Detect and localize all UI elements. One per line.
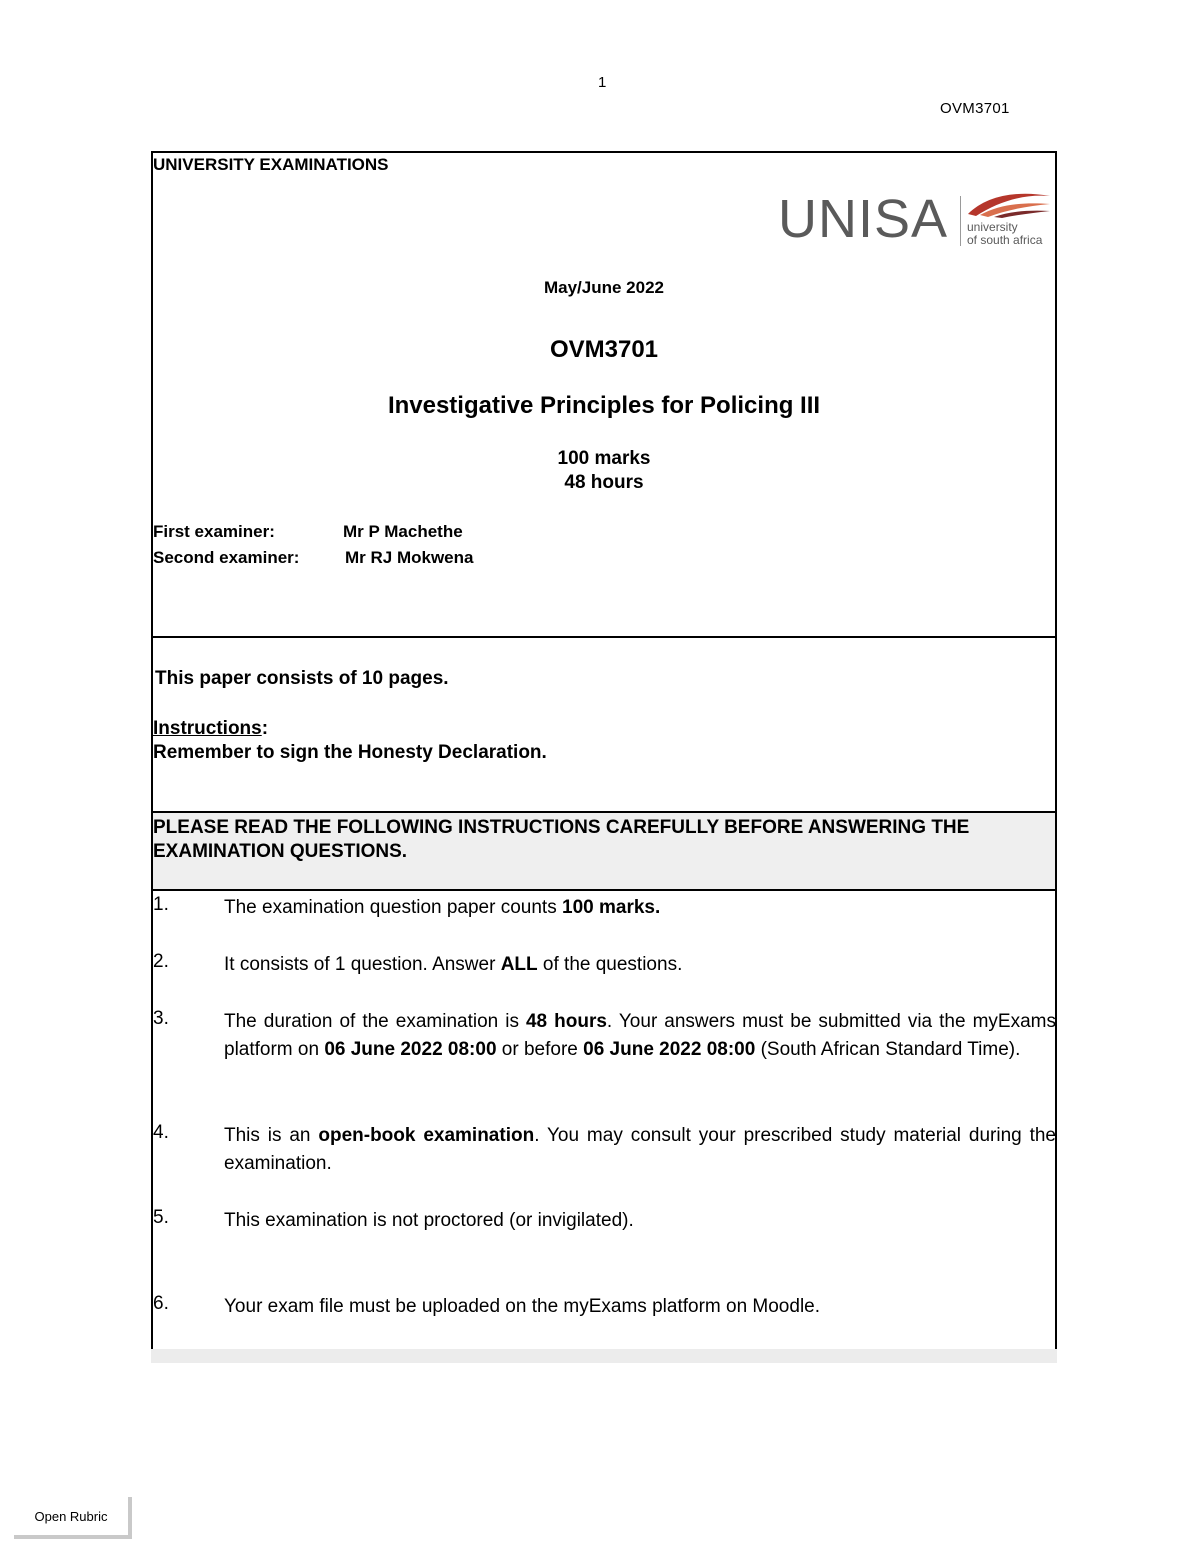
please-read-instructions [153, 816, 1058, 864]
instructions-heading [153, 718, 268, 740]
total-marks: 100 marks [557, 448, 651, 469]
paper-pages-note: This paper consists of 10 pages. [155, 668, 449, 689]
first-examiner-label: First examiner: [153, 522, 275, 541]
item-text: Your exam file must be uploaded on the myExams platform on Moodle. [224, 1296, 821, 1317]
please-read-line2: EXAMINATION QUESTIONS. [153, 841, 408, 862]
logo-swoosh-icon [966, 188, 1052, 218]
item-number: 4. [153, 1122, 169, 1143]
second-examiner-label: Second examiner: [153, 548, 300, 567]
item-text: The duration of the examination is 48 hours. Your answers must be submitted via the myExams platform on 06 June 2022 08:00 or before 06 June 2022 08:00 (South African Standard Time). [224, 1011, 1056, 1060]
unisa-logo [778, 188, 1053, 250]
divider-line [151, 889, 1057, 891]
instructions-label: Instructions [153, 718, 262, 739]
module-title: Investigative Principles for Policing III [387, 392, 821, 419]
page-number: 1 [598, 74, 607, 91]
item-number: 1. [153, 894, 169, 915]
item-text: This is an open-book examination. You may consult your prescribed study material during the examination. [224, 1125, 1056, 1174]
instructions-colon: : [261, 718, 269, 739]
exam-duration: 48 hours [564, 472, 644, 493]
item-text: This examination is not proctored (or invigilated). [224, 1210, 634, 1231]
course-code-header: OVM3701 [940, 100, 1010, 117]
divider-line [151, 636, 1057, 638]
item-text: The examination question paper counts 100 marks. [224, 897, 661, 918]
item-text: It consists of 1 question. Answer ALL of the questions. [224, 954, 683, 975]
logo-subtitle-line2: of south africa [967, 233, 1043, 247]
second-examiner-name: Mr RJ Mokwena [345, 548, 474, 567]
item-number: 2. [153, 951, 169, 972]
honesty-declaration-note: Remember to sign the Honesty Declaration. [153, 742, 547, 763]
logo-divider [960, 196, 961, 246]
logo-wordmark: UNISA [778, 189, 949, 249]
frame-bottom-band [151, 1349, 1057, 1363]
first-examiner-name: Mr P Machethe [343, 522, 463, 541]
item-number: 5. [153, 1207, 169, 1228]
course-code-title: OVM3701 [549, 336, 659, 363]
exam-session: May/June 2022 [543, 278, 664, 297]
please-read-line1: PLEASE READ THE FOLLOWING INSTRUCTIONS CAREFULLY BEFORE ANSWERING THE [153, 817, 970, 838]
logo-subtitle-line1: university [967, 220, 1018, 234]
university-examinations-heading: UNIVERSITY EXAMINATIONS [153, 155, 389, 174]
item-number: 3. [153, 1008, 169, 1029]
item-number: 6. [153, 1293, 169, 1314]
open-rubric-button[interactable]: Open Rubric [14, 1497, 132, 1539]
